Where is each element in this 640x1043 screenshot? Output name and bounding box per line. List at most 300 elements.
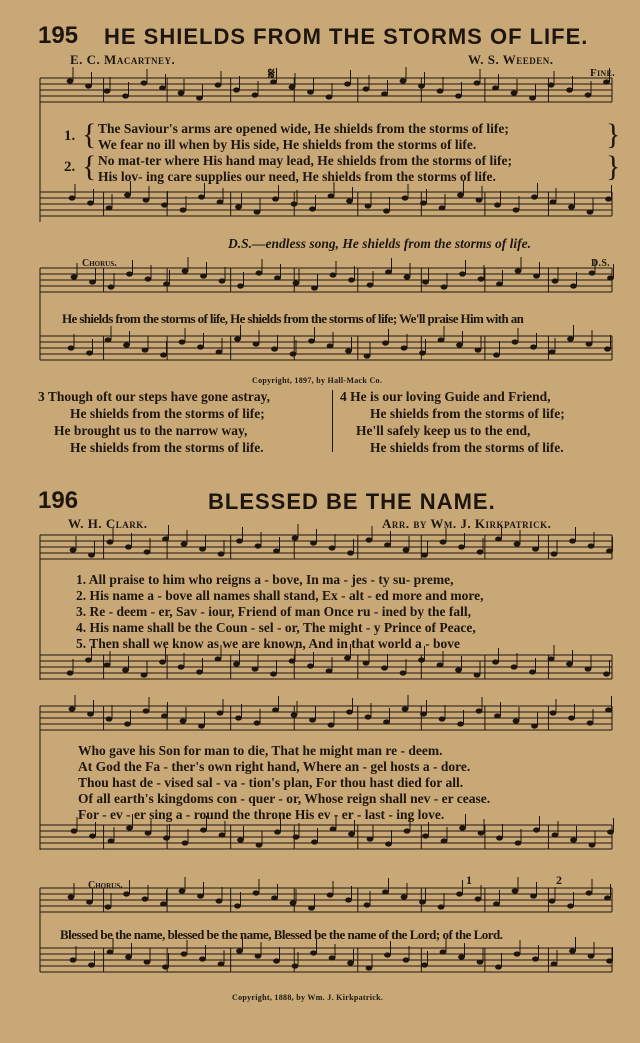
note-head: [495, 964, 502, 969]
note-head: [548, 656, 555, 661]
note-head: [180, 207, 187, 212]
note-head: [89, 279, 96, 284]
first-ending: 1: [466, 873, 473, 887]
note-head: [219, 832, 226, 837]
note-head: [272, 707, 279, 712]
note-head: [364, 353, 371, 358]
note-head: [200, 827, 207, 832]
note-head: [233, 661, 240, 666]
note-head: [216, 898, 223, 903]
note-head: [403, 547, 410, 552]
note-head: [253, 890, 260, 895]
note-head: [311, 839, 318, 844]
hymn-196-chorus-line: Blessed be the name, blessed be the name, Blessed be the name of the Lord; of the Lord.: [60, 927, 503, 942]
note-head: [126, 825, 133, 830]
hymn-196-title: BLESSED BE THE NAME.: [208, 489, 496, 514]
note-head: [69, 706, 76, 711]
staff: [40, 325, 612, 360]
note-head: [492, 85, 499, 90]
note-head: [589, 842, 596, 847]
note-head: [511, 90, 518, 95]
note-head: [532, 546, 539, 551]
note-head: [237, 837, 244, 842]
note-head: [236, 538, 243, 543]
note-head: [552, 832, 559, 837]
note-head: [255, 543, 262, 548]
verse-4-line-1: 4 He is our loving Guide and Friend,: [340, 389, 551, 404]
verse-number-1: 1.: [64, 128, 76, 144]
note-head: [478, 276, 485, 281]
note-head: [123, 891, 130, 896]
note-head: [529, 95, 536, 100]
note-head: [180, 718, 187, 723]
note-head: [441, 838, 448, 843]
note-head: [459, 271, 466, 276]
hymn-195-line-3: No mat-ter where His hand may lead, He shields from the storms of life;: [98, 153, 512, 168]
note-head: [438, 337, 445, 342]
note-head: [199, 956, 206, 961]
note-head: [181, 951, 188, 956]
note-head: [566, 661, 573, 666]
note-head: [568, 204, 575, 209]
note-head: [234, 336, 241, 341]
note-head: [292, 963, 299, 968]
note-head: [422, 833, 429, 838]
note-head: [105, 337, 112, 342]
note-head: [124, 192, 131, 197]
verse-3-line-2: He shields from the storms of life;: [70, 406, 265, 421]
note-head: [273, 548, 280, 553]
note-head: [421, 552, 428, 557]
note-head: [326, 668, 333, 673]
chorus-label-196: Chorus.: [88, 880, 123, 891]
note-head: [532, 956, 539, 961]
hymn-195-composer: W. S. Weeden.: [468, 52, 554, 67]
note-head: [329, 955, 336, 960]
note-head: [440, 949, 447, 954]
note-head: [163, 281, 170, 286]
note-head: [145, 830, 152, 835]
note-head: [182, 268, 189, 273]
note-head: [588, 543, 595, 548]
note-head: [421, 962, 428, 967]
note-head: [419, 350, 426, 355]
note-head: [160, 352, 167, 357]
note-head: [199, 546, 206, 551]
note-head: [496, 835, 503, 840]
note-head: [122, 667, 129, 672]
note-head: [270, 671, 277, 676]
note-head: [326, 94, 333, 99]
note-head: [329, 545, 336, 550]
note-head: [159, 85, 166, 90]
note-head: [106, 716, 113, 721]
note-head: [256, 270, 263, 275]
note-head: [404, 828, 411, 833]
hymn-196-b-line-1: Who gave his Son for man to die, That he might man re - deem.: [78, 743, 443, 758]
staff: [40, 257, 614, 292]
note-head: [459, 825, 466, 830]
hymn-196-a-line-5: 5. Then shall we know as we are known, And in that world a - bove: [76, 636, 460, 651]
note-head: [237, 283, 244, 288]
note-head: [233, 87, 240, 92]
note-head: [585, 666, 592, 671]
brace-1: {: [82, 118, 97, 151]
note-head: [531, 194, 538, 199]
note-head: [567, 903, 574, 908]
note-head: [144, 549, 151, 554]
note-head: [514, 951, 521, 956]
note-head: [493, 352, 500, 357]
note-head: [330, 272, 337, 277]
note-head: [567, 336, 574, 341]
note-head: [474, 80, 481, 85]
note-head: [346, 709, 353, 714]
note-head: [437, 662, 444, 667]
hymn-195-title: HE SHIELDS FROM THE STORMS OF LIFE.: [104, 24, 589, 49]
note-head: [533, 827, 540, 832]
note-head: [404, 274, 411, 279]
note-head: [551, 961, 558, 966]
hymn-196-a-line-2: 2. His name a - bove all names shall stand, Ex - alt - ed more and more,: [76, 588, 484, 603]
note-head: [310, 540, 317, 545]
ds-mark: D.S.: [591, 258, 610, 269]
note-head: [234, 903, 241, 908]
note-head: [218, 551, 225, 556]
note-head: [513, 718, 520, 723]
note-head: [290, 900, 297, 905]
note-head: [458, 954, 465, 959]
note-head: [122, 93, 129, 98]
note-head: [365, 203, 372, 208]
note-head: [476, 708, 483, 713]
note-head: [494, 713, 501, 718]
note-head: [566, 87, 573, 92]
note-head: [455, 667, 462, 672]
note-head: [197, 344, 204, 349]
note-head: [108, 284, 115, 289]
note-head: [438, 904, 445, 909]
note-head: [550, 199, 557, 204]
note-head: [384, 542, 391, 547]
note-head: [605, 196, 612, 201]
note-head: [603, 671, 610, 676]
note-head: [549, 898, 556, 903]
hymn-196-a-line-1: 1. All praise to him who reigns a - bove, In ma - jes - ty su- preme,: [76, 572, 454, 587]
note-head: [493, 901, 500, 906]
note-head: [403, 957, 410, 962]
note-head: [440, 539, 447, 544]
note-head: [402, 706, 409, 711]
note-head: [272, 196, 279, 201]
segno-mark: 𝄋: [268, 66, 275, 83]
note-head: [347, 960, 354, 965]
note-head: [550, 710, 557, 715]
note-head: [420, 711, 427, 716]
note-head: [104, 88, 111, 93]
note-head: [182, 840, 189, 845]
note-head: [588, 953, 595, 958]
note-head: [456, 342, 463, 347]
hymn-196-a-line-4: 4. His name shall be the Coun - sel - or, The might - y Prince of Peace,: [76, 620, 476, 635]
note-head: [161, 713, 168, 718]
note-head: [607, 829, 614, 834]
note-head: [125, 544, 132, 549]
note-head: [607, 275, 614, 280]
note-head: [310, 950, 317, 955]
note-head: [70, 957, 77, 962]
verse-3-line-4: He shields from the storms of life.: [70, 440, 264, 455]
note-head: [87, 200, 94, 205]
note-head: [330, 826, 337, 831]
note-head: [496, 281, 503, 286]
note-head: [345, 348, 352, 353]
note-head: [363, 86, 370, 91]
note-head: [181, 541, 188, 546]
note-head: [142, 347, 149, 352]
note-head: [475, 347, 482, 352]
note-head: [348, 277, 355, 282]
note-head: [235, 715, 242, 720]
note-head: [196, 95, 203, 100]
note-head: [586, 890, 593, 895]
note-head: [344, 655, 351, 660]
note-head: [495, 536, 502, 541]
note-head: [604, 346, 611, 351]
note-head: [327, 343, 334, 348]
hymn-195-number: 195: [38, 22, 79, 49]
note-head: [309, 206, 316, 211]
note-head: [142, 896, 149, 901]
note-head: [568, 715, 575, 720]
note-head: [385, 269, 392, 274]
note-head: [67, 670, 74, 675]
note-head: [219, 278, 226, 283]
note-head: [293, 280, 300, 285]
note-head: [401, 894, 408, 899]
note-head: [273, 958, 280, 963]
note-head: [255, 953, 262, 958]
note-head: [455, 93, 462, 98]
note-head: [515, 840, 522, 845]
note-head: [274, 275, 281, 280]
verse-3-line-1: 3 Though oft our steps have gone astray,: [38, 389, 271, 404]
brace-right-2: }: [606, 150, 621, 183]
hymn-196-author: W. H. Clark.: [68, 516, 148, 531]
note-head: [345, 897, 352, 902]
note-head: [384, 952, 391, 957]
note-head: [123, 342, 130, 347]
note-head: [530, 893, 537, 898]
note-head: [512, 339, 519, 344]
note-head: [457, 721, 464, 726]
note-head: [69, 195, 76, 200]
note-head: [289, 658, 296, 663]
staff: [40, 181, 612, 216]
note-head: [604, 895, 611, 900]
note-head: [606, 548, 613, 553]
note-head: [570, 283, 577, 288]
note-head: [162, 536, 169, 541]
ds-line: D.S.—endless song, He shields from the storms of life.: [228, 236, 532, 251]
hymn-195-line-2: We fear no ill when by His side, He shields from the storms of life.: [98, 137, 477, 152]
note-head: [178, 90, 185, 95]
note-head: [418, 83, 425, 88]
note-head: [328, 722, 335, 727]
note-head: [401, 345, 408, 350]
note-head: [197, 893, 204, 898]
hymn-195-line-1: The Saviour's arms are opened wide, He shields from the storms of life;: [98, 121, 509, 136]
staff: [40, 877, 612, 912]
note-head: [365, 714, 372, 719]
note-head: [271, 895, 278, 900]
note-head: [437, 88, 444, 93]
note-head: [107, 539, 114, 544]
note-head: [474, 672, 481, 677]
hymn-195-line-4: His lov- ing care supplies our need, He shields from the storms of life.: [98, 169, 496, 184]
note-head: [252, 92, 259, 97]
brace-2: {: [82, 150, 97, 183]
brace-right-1: }: [606, 118, 621, 151]
note-head: [494, 202, 501, 207]
note-head: [586, 341, 593, 346]
note-head: [457, 192, 464, 197]
note-head: [570, 837, 577, 842]
note-head: [217, 710, 224, 715]
note-head: [85, 83, 92, 88]
note-head: [548, 82, 555, 87]
note-head: [235, 204, 242, 209]
note-head: [159, 659, 166, 664]
note-head: [256, 842, 263, 847]
note-head: [382, 889, 389, 894]
note-head: [144, 959, 151, 964]
note-head: [163, 835, 170, 840]
note-head: [67, 78, 74, 83]
note-head: [236, 948, 243, 953]
note-head: [70, 547, 77, 552]
note-head: [274, 829, 281, 834]
note-head: [107, 949, 114, 954]
note-head: [478, 830, 485, 835]
note-head: [458, 544, 465, 549]
note-head: [328, 193, 335, 198]
hymn-196-b-line-3: Thou hast de - vised sal - va - tion's plan, For thou hast died for all.: [78, 775, 464, 790]
note-head: [311, 285, 318, 290]
hymn-196-a-line-3: 3. Re - deem - er, Sav - iour, Friend of man Once ru - ined by the fall,: [76, 604, 471, 619]
note-head: [271, 346, 278, 351]
note-head: [511, 664, 518, 669]
note-head: [492, 659, 499, 664]
note-head: [179, 888, 186, 893]
note-head: [87, 711, 94, 716]
note-head: [86, 350, 93, 355]
note-head: [196, 669, 203, 674]
note-head: [512, 888, 519, 893]
hymn-196-b-line-5: For - ev - er sing a - round the throne His ev - er - last - ing love.: [78, 807, 445, 822]
note-head: [347, 550, 354, 555]
hymn-195-copyright: Copyright, 1897, by Hall-Mack Co.: [252, 376, 383, 385]
note-head: [530, 344, 537, 349]
second-ending: 2: [556, 873, 563, 887]
note-head: [569, 948, 576, 953]
note-head: [366, 537, 373, 542]
note-head: [217, 199, 224, 204]
note-head: [254, 209, 261, 214]
hymn-195-author: E. C. Macartney.: [70, 52, 176, 67]
hymn-195-chorus-line: He shields from the storms of life, He shields from the storms of life; We'll praise Him with an: [62, 311, 524, 326]
note-head: [441, 284, 448, 289]
note-head: [71, 828, 78, 833]
note-head: [108, 838, 115, 843]
note-head: [252, 666, 259, 671]
note-head: [290, 351, 297, 356]
note-head: [587, 209, 594, 214]
note-head: [477, 959, 484, 964]
note-head: [439, 716, 446, 721]
note-head: [253, 341, 260, 346]
note-head: [549, 349, 556, 354]
verse-4-line-3: He'll safely keep us to the end,: [356, 423, 531, 438]
note-head: [589, 270, 596, 275]
note-head: [476, 197, 483, 202]
note-head: [456, 891, 463, 896]
note-head: [68, 345, 75, 350]
hymn-196-b-line-2: At God the Fa - ther's own right hand, Where an - gel hosts a - dore.: [78, 759, 471, 774]
note-head: [400, 78, 407, 83]
note-head: [198, 194, 205, 199]
note-head: [161, 202, 168, 207]
note-head: [569, 538, 576, 543]
note-head: [475, 896, 482, 901]
note-head: [143, 197, 150, 202]
note-head: [400, 670, 407, 675]
hymn-196-b-line-4: Of all earth's kingdoms con - quer - or, Whose reign shall nev - er cease.: [78, 791, 491, 806]
note-head: [71, 274, 78, 279]
note-head: [308, 905, 315, 910]
note-head: [551, 551, 558, 556]
note-head: [605, 707, 612, 712]
note-head: [68, 894, 75, 899]
fine-mark: Fine.: [590, 67, 616, 79]
hymn-196-arranger: Arr. by Wm. J. Kirkpatrick.: [382, 516, 552, 531]
note-head: [291, 712, 298, 717]
note-head: [606, 958, 613, 963]
note-head: [422, 279, 429, 284]
note-head: [143, 708, 150, 713]
note-head: [348, 831, 355, 836]
note-head: [382, 340, 389, 345]
note-head: [145, 276, 152, 281]
note-head: [531, 723, 538, 728]
note-head: [200, 273, 207, 278]
note-head: [513, 207, 520, 212]
note-head: [346, 198, 353, 203]
verse-4-line-2: He shields from the storms of life;: [370, 406, 565, 421]
note-head: [477, 549, 484, 554]
note-head: [309, 717, 316, 722]
note-head: [364, 902, 371, 907]
note-head: [141, 80, 148, 85]
note-head: [367, 282, 374, 287]
note-head: [178, 664, 185, 669]
note-head: [381, 665, 388, 670]
staff: [40, 67, 612, 102]
note-head: [385, 841, 392, 846]
note-head: [216, 349, 223, 354]
note-head: [289, 84, 296, 89]
note-head: [88, 552, 95, 557]
